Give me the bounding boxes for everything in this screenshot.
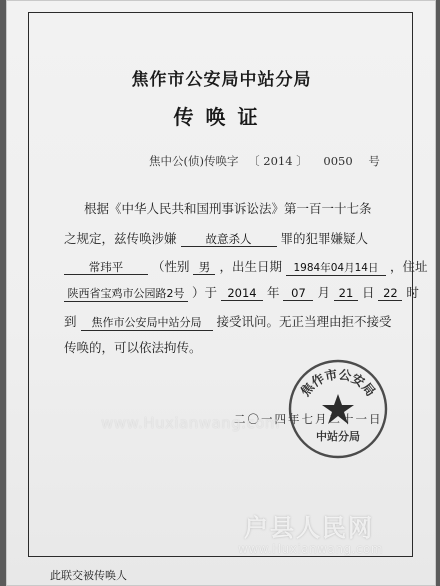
legal-basis-text: 根据《中华人民共和国刑事诉讼法》第一百一十七条: [84, 201, 372, 216]
month-field: 07: [283, 286, 313, 301]
month-unit: 月: [317, 285, 330, 300]
warning-text: 传唤的，可以依法拘传。: [64, 340, 202, 355]
body-line-4: [64, 283, 419, 302]
name-field: 常玮平: [64, 260, 148, 275]
gender-field: 男: [193, 260, 215, 275]
seal-bottom-text: 中站分局: [316, 430, 360, 443]
watermark-url-small: www.Huxianwang.com: [101, 414, 281, 432]
place-field: 焦作市公安局中站分局: [81, 316, 213, 331]
seal-top-text: 焦作市公安局: [297, 366, 379, 399]
address-field: 陕西省宝鸡市公园路2号: [64, 287, 188, 302]
doc-number-year-open: 〔: [248, 154, 260, 168]
dob-label: ，出生日期: [219, 259, 282, 274]
body-line-5: [64, 312, 392, 331]
document-number: [149, 153, 380, 169]
gender-label: （性别: [151, 259, 190, 274]
document-frame: [28, 12, 428, 557]
day-field: 21: [334, 286, 358, 301]
hour-field: 22: [378, 286, 402, 301]
suspect-label: 罪的犯罪嫌疑人: [280, 231, 368, 246]
interrogation-text: 接受讯问。无正当理由拒不接受: [216, 314, 392, 329]
watermark-brand: 户县人民网: [244, 514, 374, 542]
dob-field: 1984年04月14日: [286, 261, 386, 276]
doc-number-year: 2014: [263, 154, 293, 168]
address-label: ，住址: [389, 259, 428, 274]
body-line-6: [64, 338, 202, 356]
crime-field: 故意杀人: [181, 232, 277, 247]
body-line-2: [64, 229, 368, 247]
year-field: 2014: [221, 286, 263, 301]
time-label: ）于: [191, 285, 217, 300]
hour-unit: 时: [406, 285, 419, 300]
document-title: 传唤证: [173, 105, 270, 129]
doc-number-prefix: 焦中公(侦)传唤字: [149, 154, 239, 168]
day-unit: 日: [361, 285, 375, 300]
doc-number-value: 0050: [323, 154, 353, 168]
to-label: 到: [64, 314, 77, 329]
watermark-url-large: www.Huxianwang.com: [238, 542, 384, 556]
official-seal-stamp: [287, 358, 389, 460]
seal-star-icon: [322, 394, 354, 424]
summons-intro: 之规定，兹传唤涉嫌: [64, 231, 177, 246]
issue-date: 二〇一四年七月二十一日: [234, 412, 383, 426]
footer-note: 此联交被传唤人: [50, 569, 127, 582]
doc-number-suffix: 号: [368, 154, 380, 168]
body-line-1: [84, 199, 372, 217]
document-page: [6, 0, 436, 586]
year-unit: 年: [266, 285, 280, 300]
body-line-3: [64, 257, 427, 276]
doc-number-year-close: 〕: [296, 154, 308, 168]
issuing-authority-title: 焦作市公安局中站分局: [131, 70, 312, 90]
